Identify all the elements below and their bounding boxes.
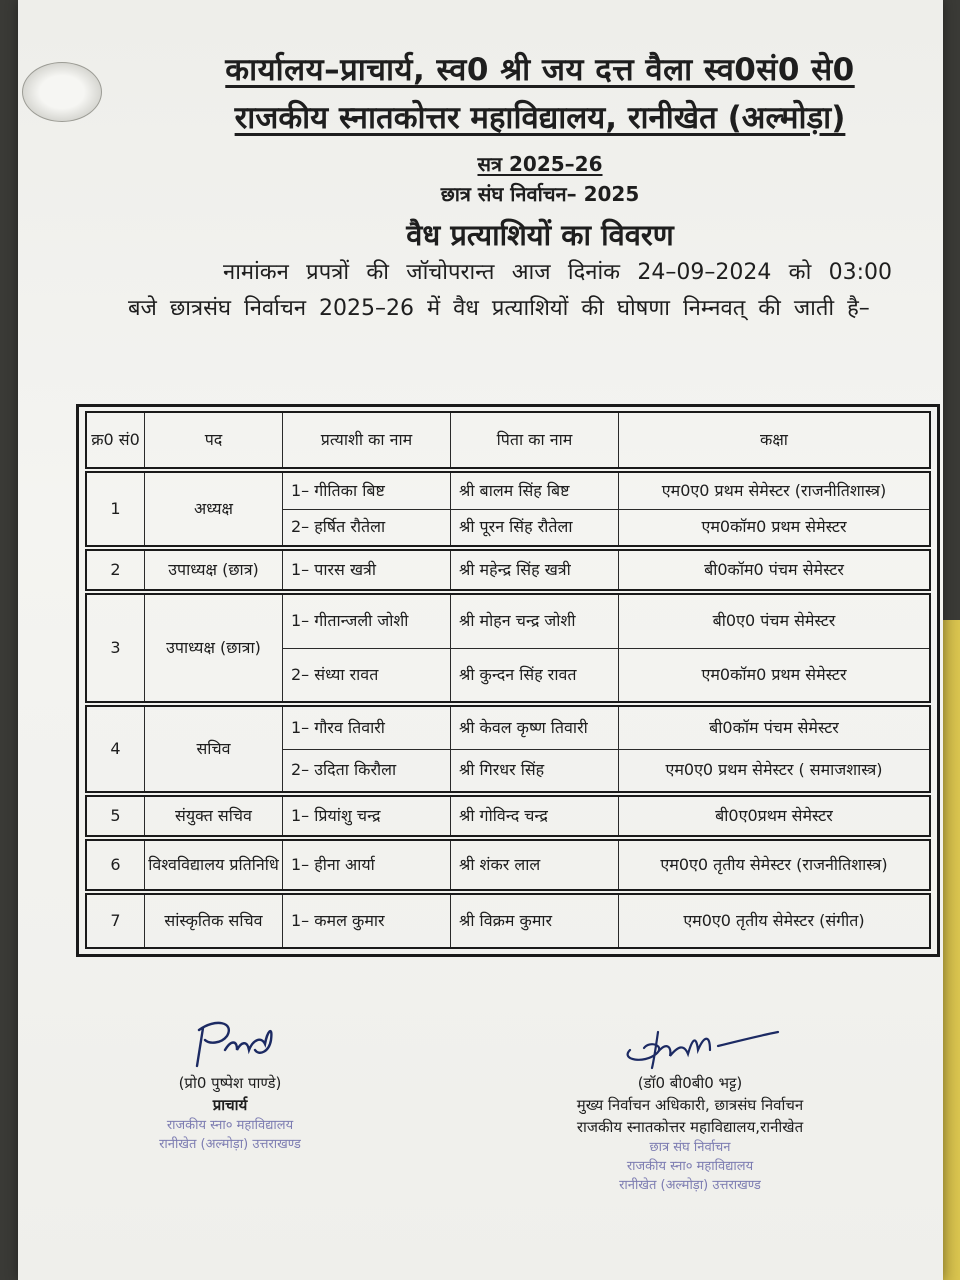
principal-signature-block [120,1010,340,1154]
candidate-name: 1– गौरव तिवारी [283,707,450,750]
row-sn: 7 [87,895,145,947]
candidate-name: 1– गीतान्जली जोशी [283,595,450,649]
intro-paragraph: नामांकन प्रपत्रों की जॉचोपरान्त आज दिनांक 24–09–2024 को 03:00 बजे छात्रसंघ निर्वाचन 2025–26 में वैध प्रत्याशियों की घोषणा निम्नवत् की जाती है– [128,260,892,321]
row-fathers [451,595,619,701]
father-name: श्री मोहन चन्द्र जोशी [451,595,618,649]
father-name: श्री बालम सिंह बिष्ट [451,473,618,510]
row-classes [619,707,929,791]
row-sn: 4 [87,707,145,791]
class-name: एम0ए0 प्रथम सेमेस्टर (राजनीतिशास्त्र) [619,473,929,510]
class-name: बी0कॉम0 पंचम सेमेस्टर [704,560,844,579]
row-fathers [451,551,619,589]
election-officer-signature [600,1020,780,1072]
election-officer-college: राजकीय स्नातकोत्तर महाविद्यालय,रानीखेत [576,1118,804,1136]
election-stamp-line: रानीखेत (अल्मोड़ा) उत्तराखण्ड [619,1178,761,1193]
election-line: छात्र संघ निर्वाचन– 2025 [440,182,640,206]
row-fathers [451,797,619,835]
principal-name: (प्रो0 पुष्पेश पाण्डे) [178,1074,282,1092]
row-candidates [283,473,451,545]
candidate-name: 2– हर्षित रौतेला [291,517,386,537]
candidate-name: 2– संध्या रावत [291,664,379,684]
row-fathers [451,841,619,889]
principal-signature [175,1010,285,1072]
candidate-name: 2– उदिता किरौला [291,760,397,780]
table-header-row [85,411,931,469]
election-officer-name: (डॉ0 बी0बी0 भट्ट) [637,1074,743,1092]
row-sn: 6 [87,841,145,889]
class-name: एम0ए0 तृतीय सेमेस्टर (राजनीतिशास्त्र) [660,855,888,874]
father-name: श्री शंकर लाल [459,855,541,874]
header-sn: क्र0 सं0 [87,413,145,467]
row-post: संयुक्त सचिव [145,797,283,835]
row-candidates [283,797,451,835]
college-heading: राजकीय स्नातकोत्तर महाविद्यालय, रानीखेत (अल्मोड़ा) [234,100,846,136]
row-candidates [283,841,451,889]
principal-designation: प्राचार्य [212,1096,248,1114]
father-name: श्री महेन्द्र सिंह खत्री [459,560,571,579]
father-name: श्री गोविन्द चन्द्र [459,806,548,825]
class-name: एम0कॉम0 प्रथम सेमेस्टर [701,517,847,537]
candidate-name: 1– कमल कुमार [291,911,385,930]
candidates-table [76,404,940,957]
row-candidates [283,895,451,947]
table-row [85,893,931,949]
father-name: श्री गिरधर सिंह [459,760,545,780]
row-fathers [451,895,619,947]
row-post: उपाध्यक्ष (छात्र) [145,551,283,589]
table-row [85,549,931,591]
office-heading: कार्यालय–प्राचार्य, स्व0 श्री जय दत्त वैला स्व0सं0 से0 [225,52,855,88]
document-subtitle: वैध प्रत्याशियों का विवरण [406,218,674,252]
row-sn: 3 [87,595,145,701]
table-row [85,795,931,837]
row-classes [619,841,929,889]
class-name: बी0ए0 पंचम सेमेस्टर [619,595,929,649]
row-classes [619,473,929,545]
principal-stamp-line: रानीखेत (अल्मोड़ा) उत्तराखण्ड [159,1137,301,1152]
row-classes [619,895,929,947]
header-post: पद [145,413,283,467]
candidate-name: 1– प्रियांशु चन्द्र [291,806,381,825]
election-stamp-line: छात्र संघ निर्वाचन [649,1140,731,1155]
table-row [85,593,931,703]
class-name: बी0ए0प्रथम सेमेस्टर [715,806,833,825]
father-name: श्री केवल कृष्ण तिवारी [451,707,618,750]
table-row [85,839,931,891]
row-post: सचिव [145,707,283,791]
row-post: सांस्कृतिक सचिव [145,895,283,947]
candidate-name: 1– पारस खत्री [291,560,377,579]
table-row [85,705,931,793]
row-candidates [283,595,451,701]
row-sn: 2 [87,551,145,589]
session-line: सत्र 2025–26 [477,152,603,176]
class-name: एम0कॉम0 प्रथम सेमेस्टर [701,664,847,684]
father-name: श्री पूरन सिंह रौतेला [459,517,573,537]
row-classes [619,551,929,589]
row-classes [619,595,929,701]
row-candidates [283,707,451,791]
election-stamp-line: राजकीय स्ना० महाविद्यालय [626,1159,754,1174]
row-sn: 5 [87,797,145,835]
election-officer-designation: मुख्य निर्वाचन अधिकारी, छात्रसंघ निर्वाचन [576,1096,804,1114]
row-post: उपाध्यक्ष (छात्रा) [145,595,283,701]
row-classes [619,797,929,835]
row-post: अध्यक्ष [145,473,283,545]
election-officer-signature-block [530,1020,850,1195]
principal-stamp-line: राजकीय स्ना० महाविद्यालय [166,1118,294,1133]
class-name: एम0ए0 तृतीय सेमेस्टर (संगीत) [683,911,865,930]
father-name: श्री कुन्दन सिंह रावत [459,664,577,684]
class-name: एम0ए0 प्रथम सेमेस्टर ( समाजशास्त्र) [665,760,883,780]
table-row [85,471,931,547]
header-class: कक्षा [760,430,788,449]
header-father: पिता का नाम [451,413,619,467]
row-fathers [451,473,619,545]
class-name: बी0कॉम पंचम सेमेस्टर [619,707,929,750]
row-candidates [283,551,451,589]
row-fathers [451,707,619,791]
candidate-name: 1– हीना आर्या [291,855,375,874]
candidate-name: 1– गीतिका बिष्ट [283,473,450,510]
header-candidate: प्रत्याशी का नाम [283,413,451,467]
row-post: विश्वविद्यालय प्रतिनिधि [145,841,283,889]
father-name: श्री विक्रम कुमार [459,911,553,930]
punch-hole [22,62,102,122]
row-sn: 1 [87,473,145,545]
